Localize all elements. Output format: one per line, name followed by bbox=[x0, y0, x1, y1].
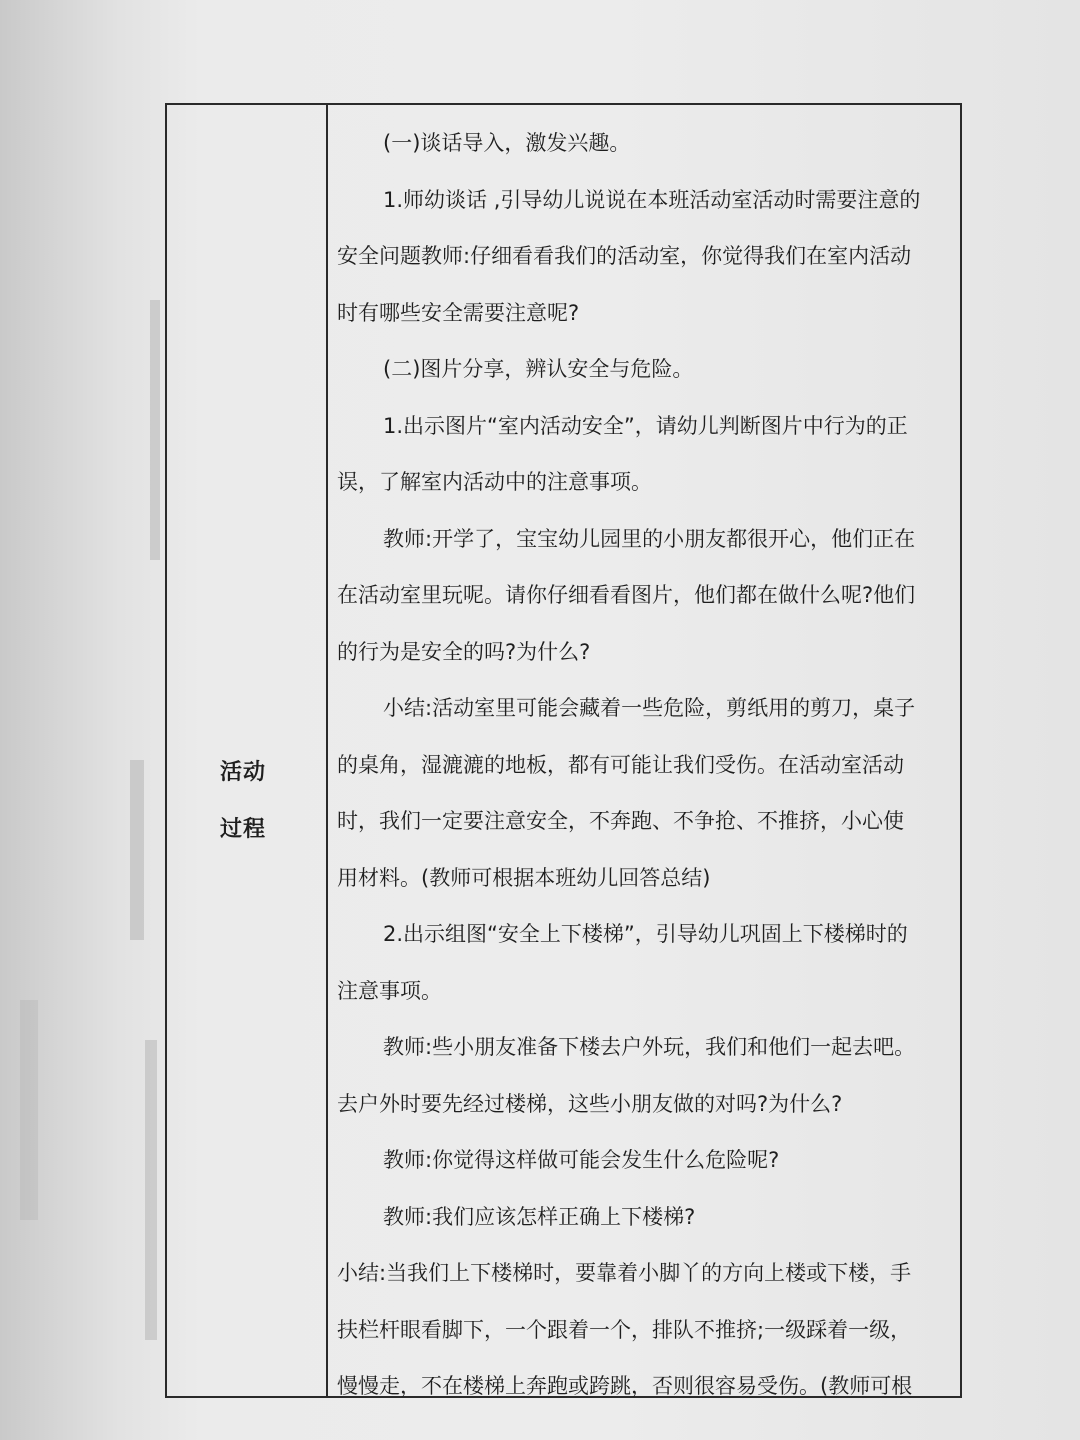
content-line: 1.出示图片“室内活动安全”，请幼儿判断图片中行为的正 bbox=[383, 413, 908, 438]
content-line: (一)谈话导入，激发兴趣。 bbox=[383, 131, 631, 155]
content-line: 安全问题教师:仔细看看我们的活动室，你觉得我们在室内活动 bbox=[337, 244, 912, 268]
section-label bbox=[220, 745, 280, 858]
content-line: 教师:些小朋友准备下楼去户外玩，我们和他们一起去吧。 bbox=[383, 1035, 916, 1059]
content-line: 2.出示组图“安全上下楼梯”，引导幼儿巩固上下楼梯时的 bbox=[383, 922, 908, 946]
content-line: 慢慢走，不在楼梯上奔跑或跨跳，否则很容易受伤。(教师可根 bbox=[337, 1374, 913, 1398]
scan-streak bbox=[145, 1040, 157, 1340]
content-line: 小结:活动室里可能会藏着一些危险，剪纸用的剪刀，桌子 bbox=[383, 696, 916, 720]
scan-streak bbox=[20, 1000, 38, 1220]
content-line: 教师:我们应该怎样正确上下楼梯? bbox=[383, 1204, 696, 1229]
content-line: 教师:开学了，宝宝幼儿园里的小朋友都很开心，他们正在 bbox=[383, 526, 916, 551]
content-line: 在活动室里玩呢。请你仔细看看图片，他们都在做什么呢?他们 bbox=[337, 583, 916, 607]
lesson-plan-table bbox=[165, 103, 962, 1398]
content-line: 去户外时要先经过楼梯，这些小朋友做的对吗?为什么? bbox=[337, 1091, 843, 1116]
content-line: 小结:当我们上下楼梯时，要靠着小脚丫的方向上楼或下楼，手 bbox=[337, 1261, 912, 1285]
content-line: 时，我们一定要注意安全，不奔跑、不争抢、不推挤，小心使 bbox=[337, 809, 904, 833]
activity-process-content bbox=[337, 115, 953, 1415]
content-line: 注意事项。 bbox=[337, 978, 442, 1003]
content-line: 的桌角，湿漉漉的地板，都有可能让我们受伤。在活动室活动 bbox=[337, 752, 904, 777]
content-line: 时有哪些安全需要注意呢? bbox=[337, 300, 580, 325]
content-line: 误，了解室内活动中的注意事项。 bbox=[337, 470, 652, 494]
content-line: 用材料。(教师可根据本班幼儿回答总结) bbox=[337, 865, 711, 890]
scan-streak bbox=[150, 300, 160, 560]
content-line: 1.师幼谈话 ,引导幼儿说说在本班活动室活动时需要注意的 bbox=[383, 187, 921, 212]
section-label-line: 活动 bbox=[220, 760, 267, 785]
content-line: 教师:你觉得这样做可能会发生什么危险呢? bbox=[383, 1148, 780, 1172]
content-line: 的行为是安全的吗?为什么? bbox=[337, 639, 591, 664]
content-line: 扶栏杆眼看脚下，一个跟着一个，排队不推挤;一级踩着一级， bbox=[337, 1317, 912, 1342]
content-line: (二)图片分享，辨认安全与危险。 bbox=[383, 357, 694, 381]
label-column bbox=[167, 105, 328, 1396]
scan-streak bbox=[130, 760, 144, 940]
section-label-line: 过程 bbox=[220, 816, 267, 842]
